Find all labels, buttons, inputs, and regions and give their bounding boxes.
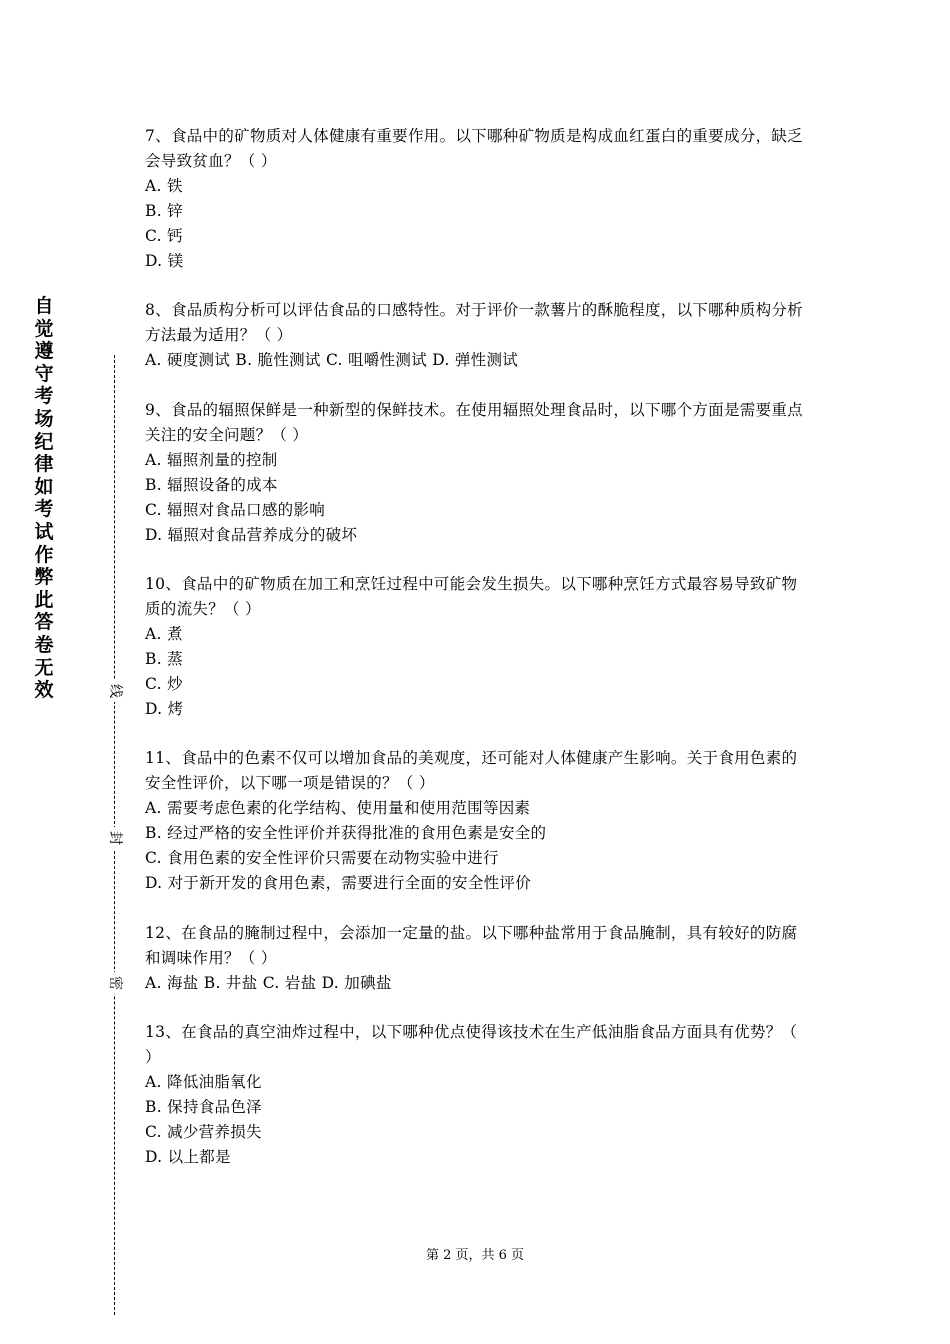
options-inline: A. 硬度测试 B. 脆性测试 C. 咀嚼性测试 D. 弹性测试 [145,351,519,369]
question-stem: 10、食品中的矿物质在加工和烹饪过程中可能会发生损失。以下哪种烹饪方式最容易导致矿物质的流失？（ ） [145,575,798,618]
option-d: D. 辐照对食品营养成分的破坏 [145,526,358,544]
question-stem: 9、食品的辐照保鲜是一种新型的保鲜技术。在使用辐照处理食品时，以下哪个方面是需要重点关注的安全问题？（ ） [145,401,803,444]
question-stem: 12、在食品的腌制过程中，会添加一定量的盐。以下哪种盐常用于食品腌制，具有较好的防腐和调味作用？（ ） [145,924,798,967]
option-c: C. 食用色素的安全性评价只需要在动物实验中进行 [145,849,499,867]
question-7 [145,124,810,274]
question-11 [145,746,810,896]
question-stem: 8、食品质构分析可以评估食品的口感特性。对于评价一款薯片的酥脆程度，以下哪种质构分析方法最为适用？（ ） [145,301,803,344]
question-8 [145,298,810,373]
option-a: A. 降低油脂氧化 [145,1073,262,1091]
option-d: D. 烤 [145,700,184,718]
option-c: C. 炒 [145,675,183,693]
question-12 [145,921,810,996]
question-stem: 11、食品中的色素不仅可以增加食品的美观度，还可能对人体健康产生影响。关于食用色素的安全性评价，以下哪一项是错误的？（ ） [145,749,798,792]
seal-mark-line: 线 [104,680,126,702]
exam-discipline-notice: 自觉遵守考场纪律如考试作弊此答卷无效 [34,295,54,702]
seal-mark-seal: 封 [104,827,126,849]
option-d: D. 镁 [145,252,184,270]
question-9 [145,398,810,548]
option-b: B. 蒸 [145,650,183,668]
option-a: A. 铁 [145,177,183,195]
option-d: D. 以上都是 [145,1148,231,1166]
option-b: B. 经过严格的安全性评价并获得批准的食用色素是安全的 [145,824,547,842]
question-stem: 7、食品中的矿物质对人体健康有重要作用。以下哪种矿物质是构成血红蛋白的重要成分，缺乏会导致贫血？（ ） [145,127,803,170]
question-stem: 13、在食品的真空油炸过程中，以下哪种优点使得该技术在生产低油脂食品方面具有优势？（ ） [145,1023,798,1066]
option-b: B. 辐照设备的成本 [145,476,278,494]
question-10 [145,572,810,722]
options-inline: A. 海盐 B. 井盐 C. 岩盐 D. 加碘盐 [145,974,392,992]
option-a: A. 煮 [145,625,183,643]
option-b: B. 保持食品色泽 [145,1098,262,1116]
option-a: A. 需要考虑色素的化学结构、使用量和使用范围等因素 [145,799,531,817]
question-13 [145,1020,810,1170]
option-c: C. 钙 [145,227,183,245]
option-b: B. 锌 [145,202,183,220]
option-a: A. 辐照剂量的控制 [145,451,278,469]
option-c: C. 辐照对食品口感的影响 [145,501,326,519]
option-c: C. 减少营养损失 [145,1123,262,1141]
page-number: 第 2 页，共 6 页 [425,1248,525,1263]
option-d: D. 对于新开发的食用色素，需要进行全面的安全性评价 [145,874,532,892]
seal-mark-secret: 密 [104,972,126,994]
